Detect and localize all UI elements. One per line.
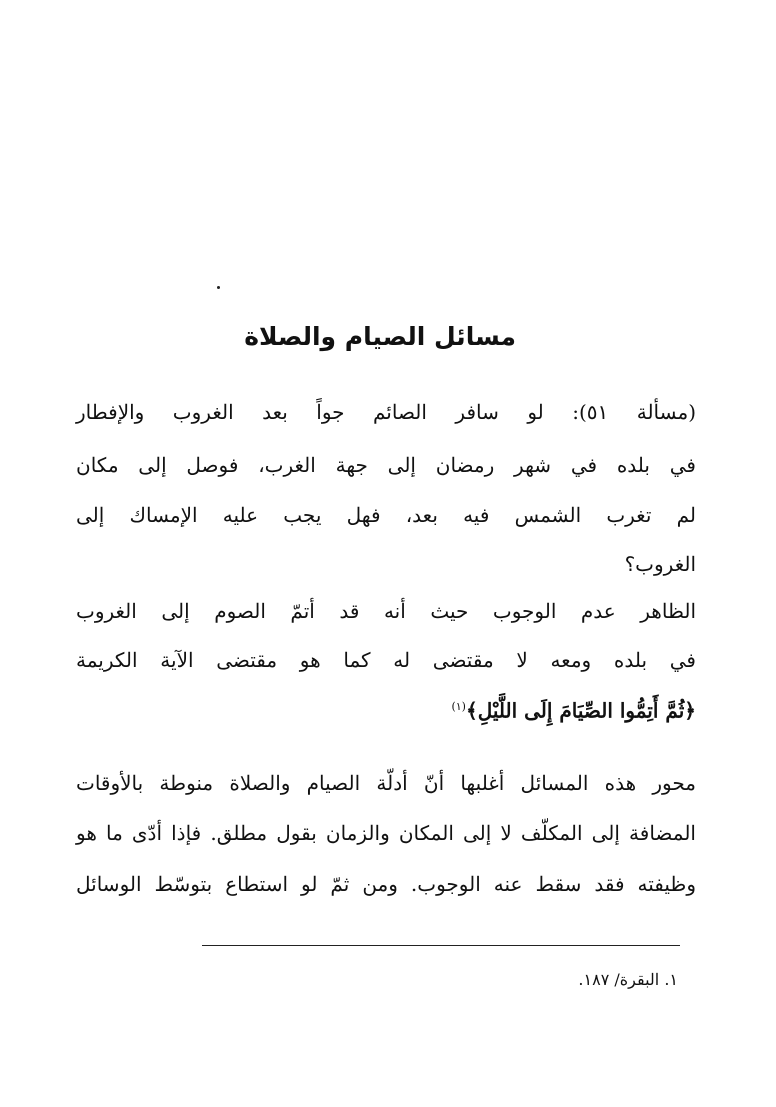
paragraph-line-3: وظيفته فقد سقط عنه الوجوب. ومن ثمّ لو استطاع بتوسّط الوسائل <box>76 872 696 896</box>
quran-verse-line <box>76 694 696 724</box>
answer-line-1: الظاهر عدم الوجوب حيث أنه قد أتمّ الصوم إلى الغروب <box>76 599 696 623</box>
question-line-1: (مسألة ٥١): لو سافر الصائم جواً بعد الغروب والإفطار <box>76 400 696 424</box>
footnote-reference: (١) <box>451 700 466 713</box>
question-line-4: الغروب؟ <box>624 552 696 576</box>
answer-line-2: في بلده ومعه لا مقتضى له كما هو مقتضى الآية الكريمة <box>76 648 696 672</box>
footnote-text: ١. البقرة/ ١٨٧. <box>578 970 678 989</box>
question-line-2: في بلده في شهر رمضان إلى جهة الغرب، فوصل إلى مكان <box>76 453 696 477</box>
quran-verse: ﴿ثُمَّ أَتِمُّوا الصِّيَامَ إِلَى اللَّيْلِ﴾ <box>465 698 696 723</box>
paragraph-line-2: المضافة إلى المكلّف لا إلى المكان والزمان بقول مطلق. فإذا أدّى ما هو <box>76 821 696 845</box>
section-title: مسائل الصيام والصلاة <box>244 322 516 351</box>
footnote-separator <box>202 945 680 946</box>
stray-dot-mark <box>217 286 220 289</box>
question-line-3: لم تغرب الشمس فيه بعد، فهل يجب عليه الإمساك إلى <box>76 503 696 527</box>
paragraph-line-1: محور هذه المسائل أغلبها أنّ أدلّة الصيام والصلاة منوطة بالأوقات <box>76 771 696 795</box>
